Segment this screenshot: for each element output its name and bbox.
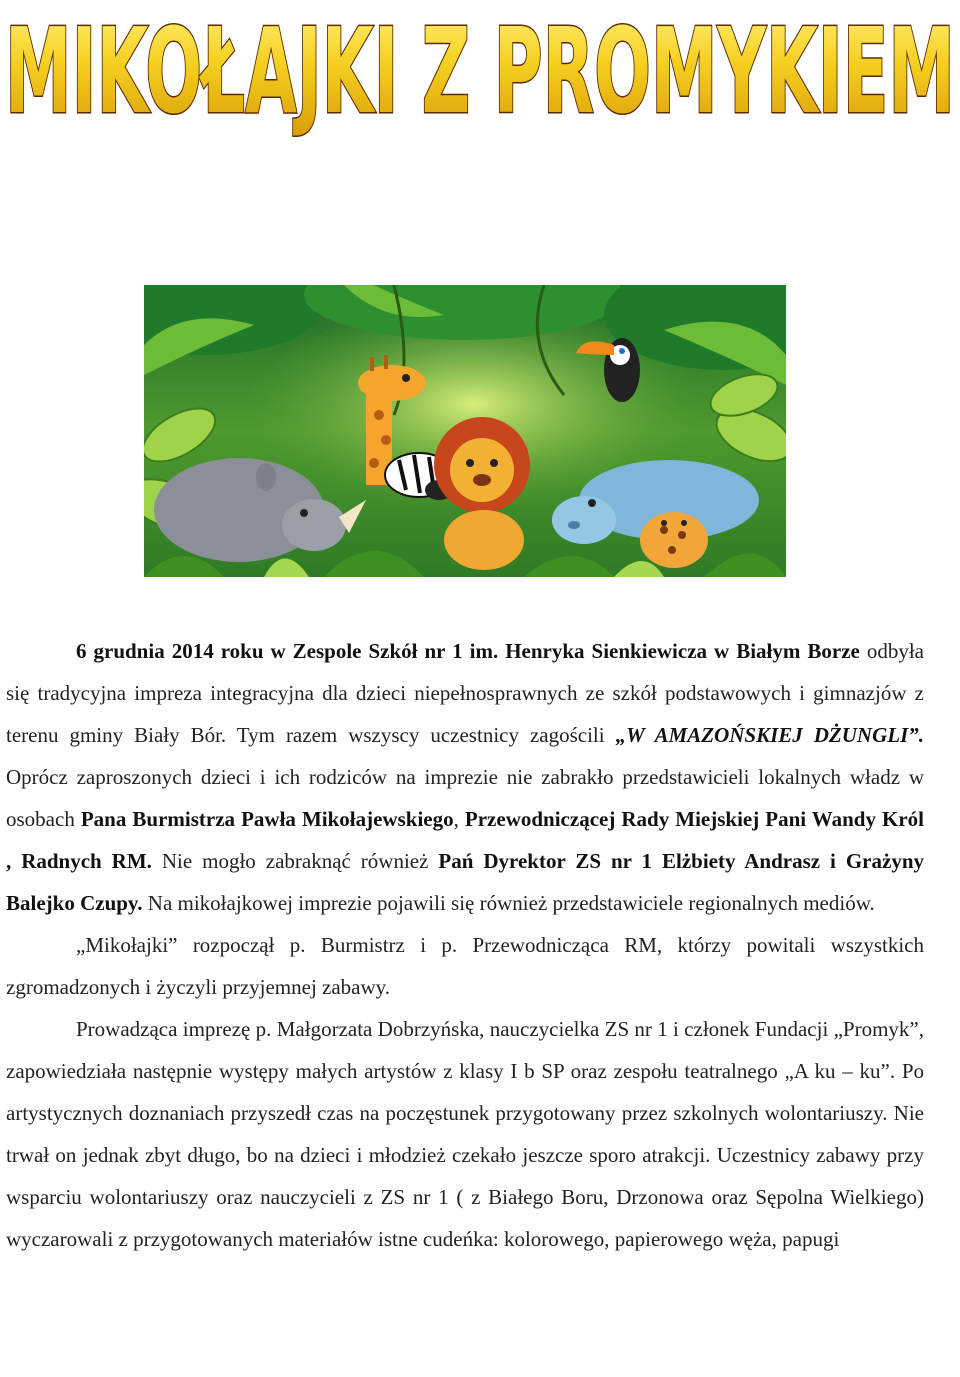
page-title [0,0,960,140]
article-paragraph-3: Prowadząca imprezę p. Małgorzata Dobrzyńska, nauczycielka ZS nr 1 i członek Fundacji „Promyk”, zapowiedziała następnie występy małych artystów z klasy I b SP oraz zespołu teatralnego „A ku – ku”. Po artystycznych doznaniach przyszedł czas na poczęstunek przygotowany przez szkolnych wolontariuszy. Nie trwał on jednak zbyt długo, bo na dzieci i młodzież czekało jeszcze sporo atrakcji. Uczestnicy zabawy przy wsparciu wolontariuszy oraz nauczycieli z ZS nr 1 ( z Białego Boru, Drzonowa oraz Sępolna Wielkiego) wyczarowali z przygotowanych materiałów istne cudeńka: kolorowego, papierowego węża, papugi [6,1017,924,1251]
article-paragraph-2: „Mikołajki” rozpoczął p. Burmistrz i p. Przewodnicząca RM, którzy powitali wszystkich zgromadzonych i życzyli przyjemnej zabawy. [6,933,924,999]
directors-names: Pań Dyrektor ZS nr 1 Elżbiety Andrasz i Grażyny Balejko Czupy. [6,849,924,915]
article-body [6,630,924,1260]
page-title-text: MIKOŁAJKI Z PROMYKIEM [5,2,955,140]
paragraph-text: , [453,807,465,831]
event-theme: „W AMAZOŃSKIEJ DŻUNGLI”. [615,723,925,747]
jungle-animals-illustration [144,285,786,577]
paragraph-text: Nie mogło zabraknąć również [151,849,439,873]
paragraph-text: Oprócz zaproszonych dzieci i ich rodziców na imprezie nie zabrakło przedstawicieli lokalnych władz w osobach [6,765,924,831]
officials-names: Pana Burmistrza Pawła Mikołajewskiego [80,807,454,831]
paragraph-text: Na mikołajkowej imprezie pojawili się również przedstawiciele regionalnych mediów. [142,891,875,915]
article-paragraph-1 [6,630,924,924]
paragraph-text: odbyła się tradycyjna impreza integracyjna dla dzieci niepełnosprawnych ze szkół podstawowych i gimnazjów z terenu gminy Biały Bór. Tym razem wszyscy uczestnicy zagościli [6,639,924,747]
council-names: Przewodniczącej Rady Miejskiej Pani Wandy Król , Radnych RM. [6,807,924,873]
event-date-location: 6 grudnia 2014 roku w Zespole Szkół nr 1 im. Henryka Sienkiewicza w Białym Borze [76,639,860,663]
